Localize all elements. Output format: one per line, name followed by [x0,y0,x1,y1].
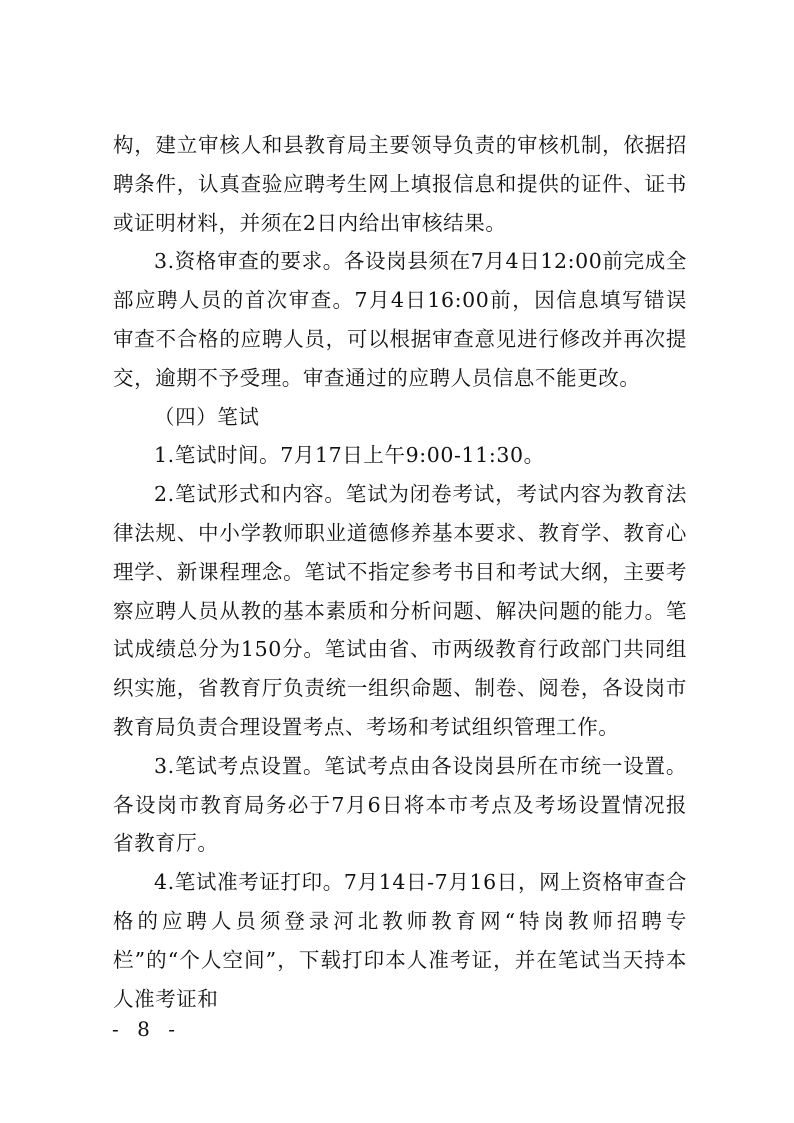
page-number: - 8 - [112,1017,181,1041]
paragraph-exam-time: 1.笔试时间。7月17日上午9:00-11:30。 [154,443,545,468]
paragraph-admission-ticket: 4.笔试准考证打印。7月14日-7月16日，网上资格审查合格的应聘人员须登录河北教师教育网“特岗教师招聘专栏”的“个人空间”，下载打印本人准考证，并在笔试当天持本人准考证和 [113,870,687,1011]
paragraph-exam-venue: 3.笔试考点设置。笔试考点由各设岗县所在市统一设置。各设岗市教育局务必于7月6日将本市考点及考场设置情况报省教育厅。 [113,753,687,856]
paragraph-exam-format: 2.笔试形式和内容。笔试为闭卷考试，考试内容为教育法律法规、中小学教师职业道德修养基本要求、教育学、教育心理学、新课程理念。笔试不指定参考书目和考试大纲，主要考察应聘人员从教的基本素质和分析问题、解决问题的能力。笔试成绩总分为150分。笔试由省、市两级教育行政部门共同组织实施，省教育厅负责统一组织命题、制卷、阅卷，各设岗市教育局负责合理设置考点、考场和考试组织管理工作。 [113,482,687,739]
paragraph-qualification-requirements: 3.资格审查的要求。各设岗县须在7月4日12:00前完成全部应聘人员的首次审查。7月4日16:00前，因信息填写错误审查不合格的应聘人员，可以根据审查意见进行修改并再次提交，逾期不予受理。审查通过的应聘人员信息不能更改。 [113,249,687,390]
body-text [113,126,687,1018]
paragraph-continuation: 构，建立审核人和县教育局主要领导负责的审核机制，依据招聘条件，认真查验应聘考生网上填报信息和提供的证件、证书或证明材料，并须在2日内给出审核结果。 [113,133,687,235]
section-heading-written-exam: （四）笔试 [154,404,260,429]
